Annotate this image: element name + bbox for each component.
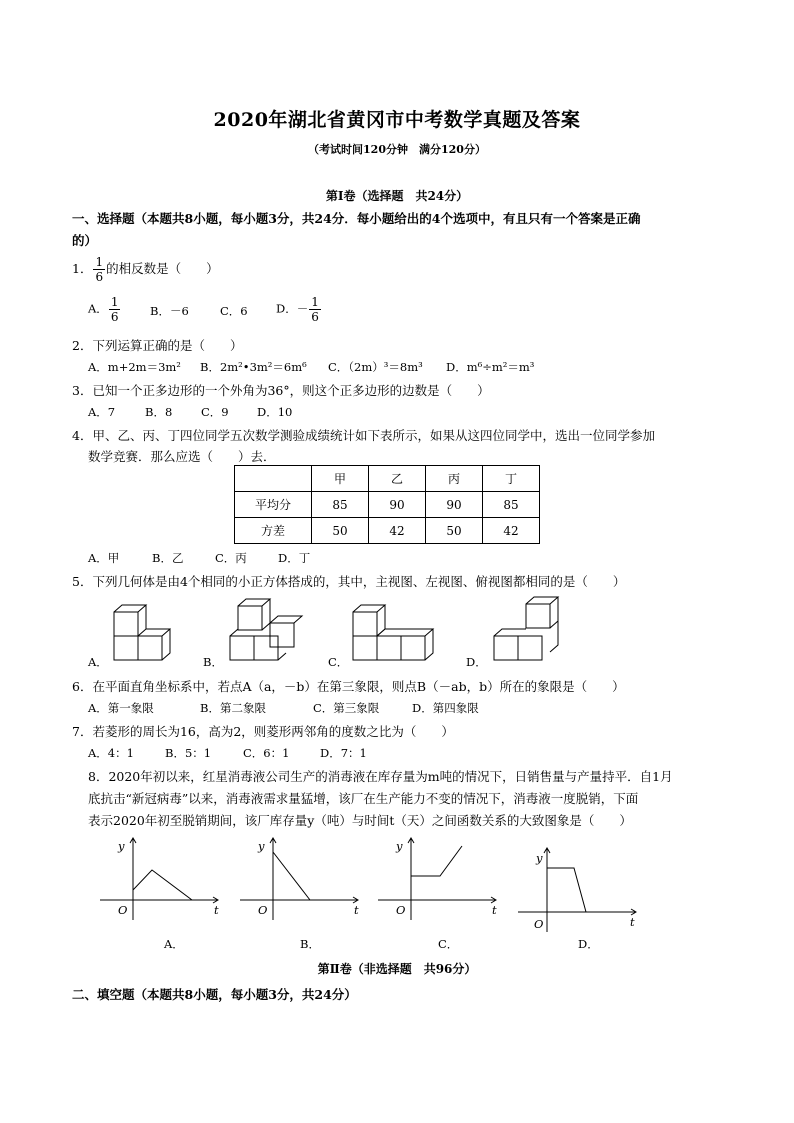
question-2-option-b: B．2m²•3m²＝6m⁶ [200, 360, 307, 374]
part1-heading: 第Ⅰ卷（选择题 共24分） [325, 189, 469, 203]
question-3-option-d: D．10 [257, 405, 293, 419]
page-title: 2020年湖北省黄冈市中考数学真题及答案 [213, 109, 581, 131]
question-2-option-d: D．m⁶÷m²＝m³ [446, 360, 535, 374]
y-axis-label: y [258, 839, 265, 853]
t-axis-label: t [630, 915, 635, 929]
question-7-stem: 7．若菱形的周长为16，高为2，则菱形两邻角的度数之比为（ ） [72, 724, 454, 739]
question-4-stem-line1: 4．甲、乙、丙、丁四位同学五次数学测验成绩统计如下表所示，如果从这四位同学中，选出一位同学参加 [72, 428, 655, 443]
table-row [235, 492, 540, 518]
table-cell: 50 [312, 518, 369, 544]
question-8-stem-line1: 8．2020年初以来，红星消毒液公司生产的消毒液在库存量为m吨的情况下，日销售量与产量持平．自1月 [88, 769, 673, 784]
question-5-option-c: C． [328, 655, 349, 669]
table-cell: 90 [369, 492, 426, 518]
table-header-cell: 乙 [369, 466, 426, 492]
question-6-option-d: D．第四象限 [412, 701, 479, 715]
question-2-option-a: A．m+2m＝3m² [88, 360, 181, 374]
section1-instructions-line2: 的） [72, 233, 98, 248]
question-1-option-a: A． $\frac{1}{6}$ [88, 295, 119, 324]
table-header-cell [235, 466, 312, 492]
table-cell: 方差 [235, 518, 312, 544]
t-axis-label: t [492, 903, 497, 917]
question-8-stem-line3: 表示2020年初至脱销期间，该厂库存量y（吨）与时间t（天）之间函数关系的大致图象是（ ） [88, 813, 632, 828]
question-8-option-b: B． [300, 937, 320, 951]
graph-c [378, 832, 508, 922]
table-cell: 50 [426, 518, 483, 544]
question-8-option-c: C． [438, 937, 459, 951]
question-5-option-a: A． [88, 655, 108, 669]
table-row [235, 518, 540, 544]
question-2-option-c: C．（2m）³＝8m³ [328, 360, 423, 374]
question-7-option-c: C．6：1 [243, 746, 290, 760]
question-5-option-d: D． [466, 655, 487, 669]
question-2-stem: 2．下列运算正确的是（ ） [72, 338, 243, 353]
question-6-option-c: C．第三象限 [313, 701, 380, 715]
cube-figure-b [226, 596, 301, 664]
y-axis-label: y [396, 839, 403, 853]
question-7-option-d: D．7：1 [320, 746, 367, 760]
graph-d [514, 842, 644, 932]
origin-label: O [534, 917, 544, 931]
question-5-option-b: B． [203, 655, 223, 669]
graph-a [100, 832, 230, 922]
table-cell: 85 [483, 492, 540, 518]
question-6-option-a: A．第一象限 [88, 701, 154, 715]
question-1-option-c: C．6 [220, 304, 248, 318]
question-6-stem: 6．在平面直角坐标系中，若点A（a，－b）在第三象限，则点B（－ab，b）所在的象限是（ ） [72, 679, 625, 694]
question-4-option-c: C．丙 [215, 551, 247, 565]
origin-label: O [396, 903, 406, 917]
table-cell: 42 [483, 518, 540, 544]
y-axis-label: y [536, 851, 543, 865]
section1-instructions-line1: 一、选择题（本题共8小题，每小题3分，共24分．每小题给出的4个选项中，有且只有一个答案是正确 [72, 211, 641, 226]
table-cell: 42 [369, 518, 426, 544]
question-4-option-b: B．乙 [152, 551, 184, 565]
table-cell: 90 [426, 492, 483, 518]
fraction: $\frac{1}{6}$ [95, 255, 104, 284]
question-5-stem: 5．下列几何体是由4个相同的小正方体搭成的，其中，主视图、左视图、俯视图都相同的是（ ） [72, 574, 626, 589]
question-8-option-d: D． [578, 937, 599, 951]
cube-figure-a [110, 598, 175, 664]
y-axis-label: y [118, 839, 125, 853]
question-3-option-c: C．9 [201, 405, 229, 419]
table-header-cell: 丙 [426, 466, 483, 492]
section2-instructions: 二、填空题（本题共8小题，每小题3分，共24分） [72, 987, 357, 1002]
question-1-option-d: D．－ $\frac{1}{6}$ [276, 295, 319, 324]
question-1-stem [72, 256, 219, 283]
question-8-option-a: A． [164, 937, 184, 951]
question-7-option-a: A．4：1 [88, 746, 134, 760]
score-table [234, 465, 540, 544]
page-subtitle: （考试时间120分钟 满分120分） [308, 143, 486, 156]
cube-figure-c [349, 604, 441, 664]
question-3-stem: 3．已知一个正多边形的一个外角为36°，则这个正多边形的边数是（ ） [72, 383, 490, 398]
t-axis-label: t [354, 903, 359, 917]
question-3-option-b: B．8 [145, 405, 173, 419]
t-axis-label: t [214, 903, 219, 917]
table-header-cell: 丁 [483, 466, 540, 492]
part2-heading: 第Ⅱ卷（非选择题 共96分） [317, 962, 477, 976]
cube-figure-d [490, 594, 562, 664]
question-4-option-d: D．丁 [278, 551, 311, 565]
graph-b [240, 832, 370, 922]
question-3-option-a: A．7 [88, 405, 116, 419]
table-cell: 85 [312, 492, 369, 518]
question-8-stem-line2: 底抗击“新冠病毒”以来，消毒液需求量猛增，该厂在生产能力不变的情况下，消毒液一度脱销，下面 [88, 791, 639, 806]
question-4-stem-line2: 数学竞赛．那么应选（ ）去． [88, 449, 276, 464]
question-7-option-b: B．5：1 [165, 746, 212, 760]
question-1-number: 1． [72, 261, 93, 276]
question-6-option-b: B．第二象限 [200, 701, 266, 715]
question-4-option-a: A．甲 [88, 551, 120, 565]
question-1-option-b: B．－6 [150, 304, 189, 318]
table-header-row [235, 466, 540, 492]
table-header-cell: 甲 [312, 466, 369, 492]
question-1-text: 的相反数是（ ） [106, 261, 219, 276]
origin-label: O [118, 903, 128, 917]
origin-label: O [258, 903, 268, 917]
table-cell: 平均分 [235, 492, 312, 518]
